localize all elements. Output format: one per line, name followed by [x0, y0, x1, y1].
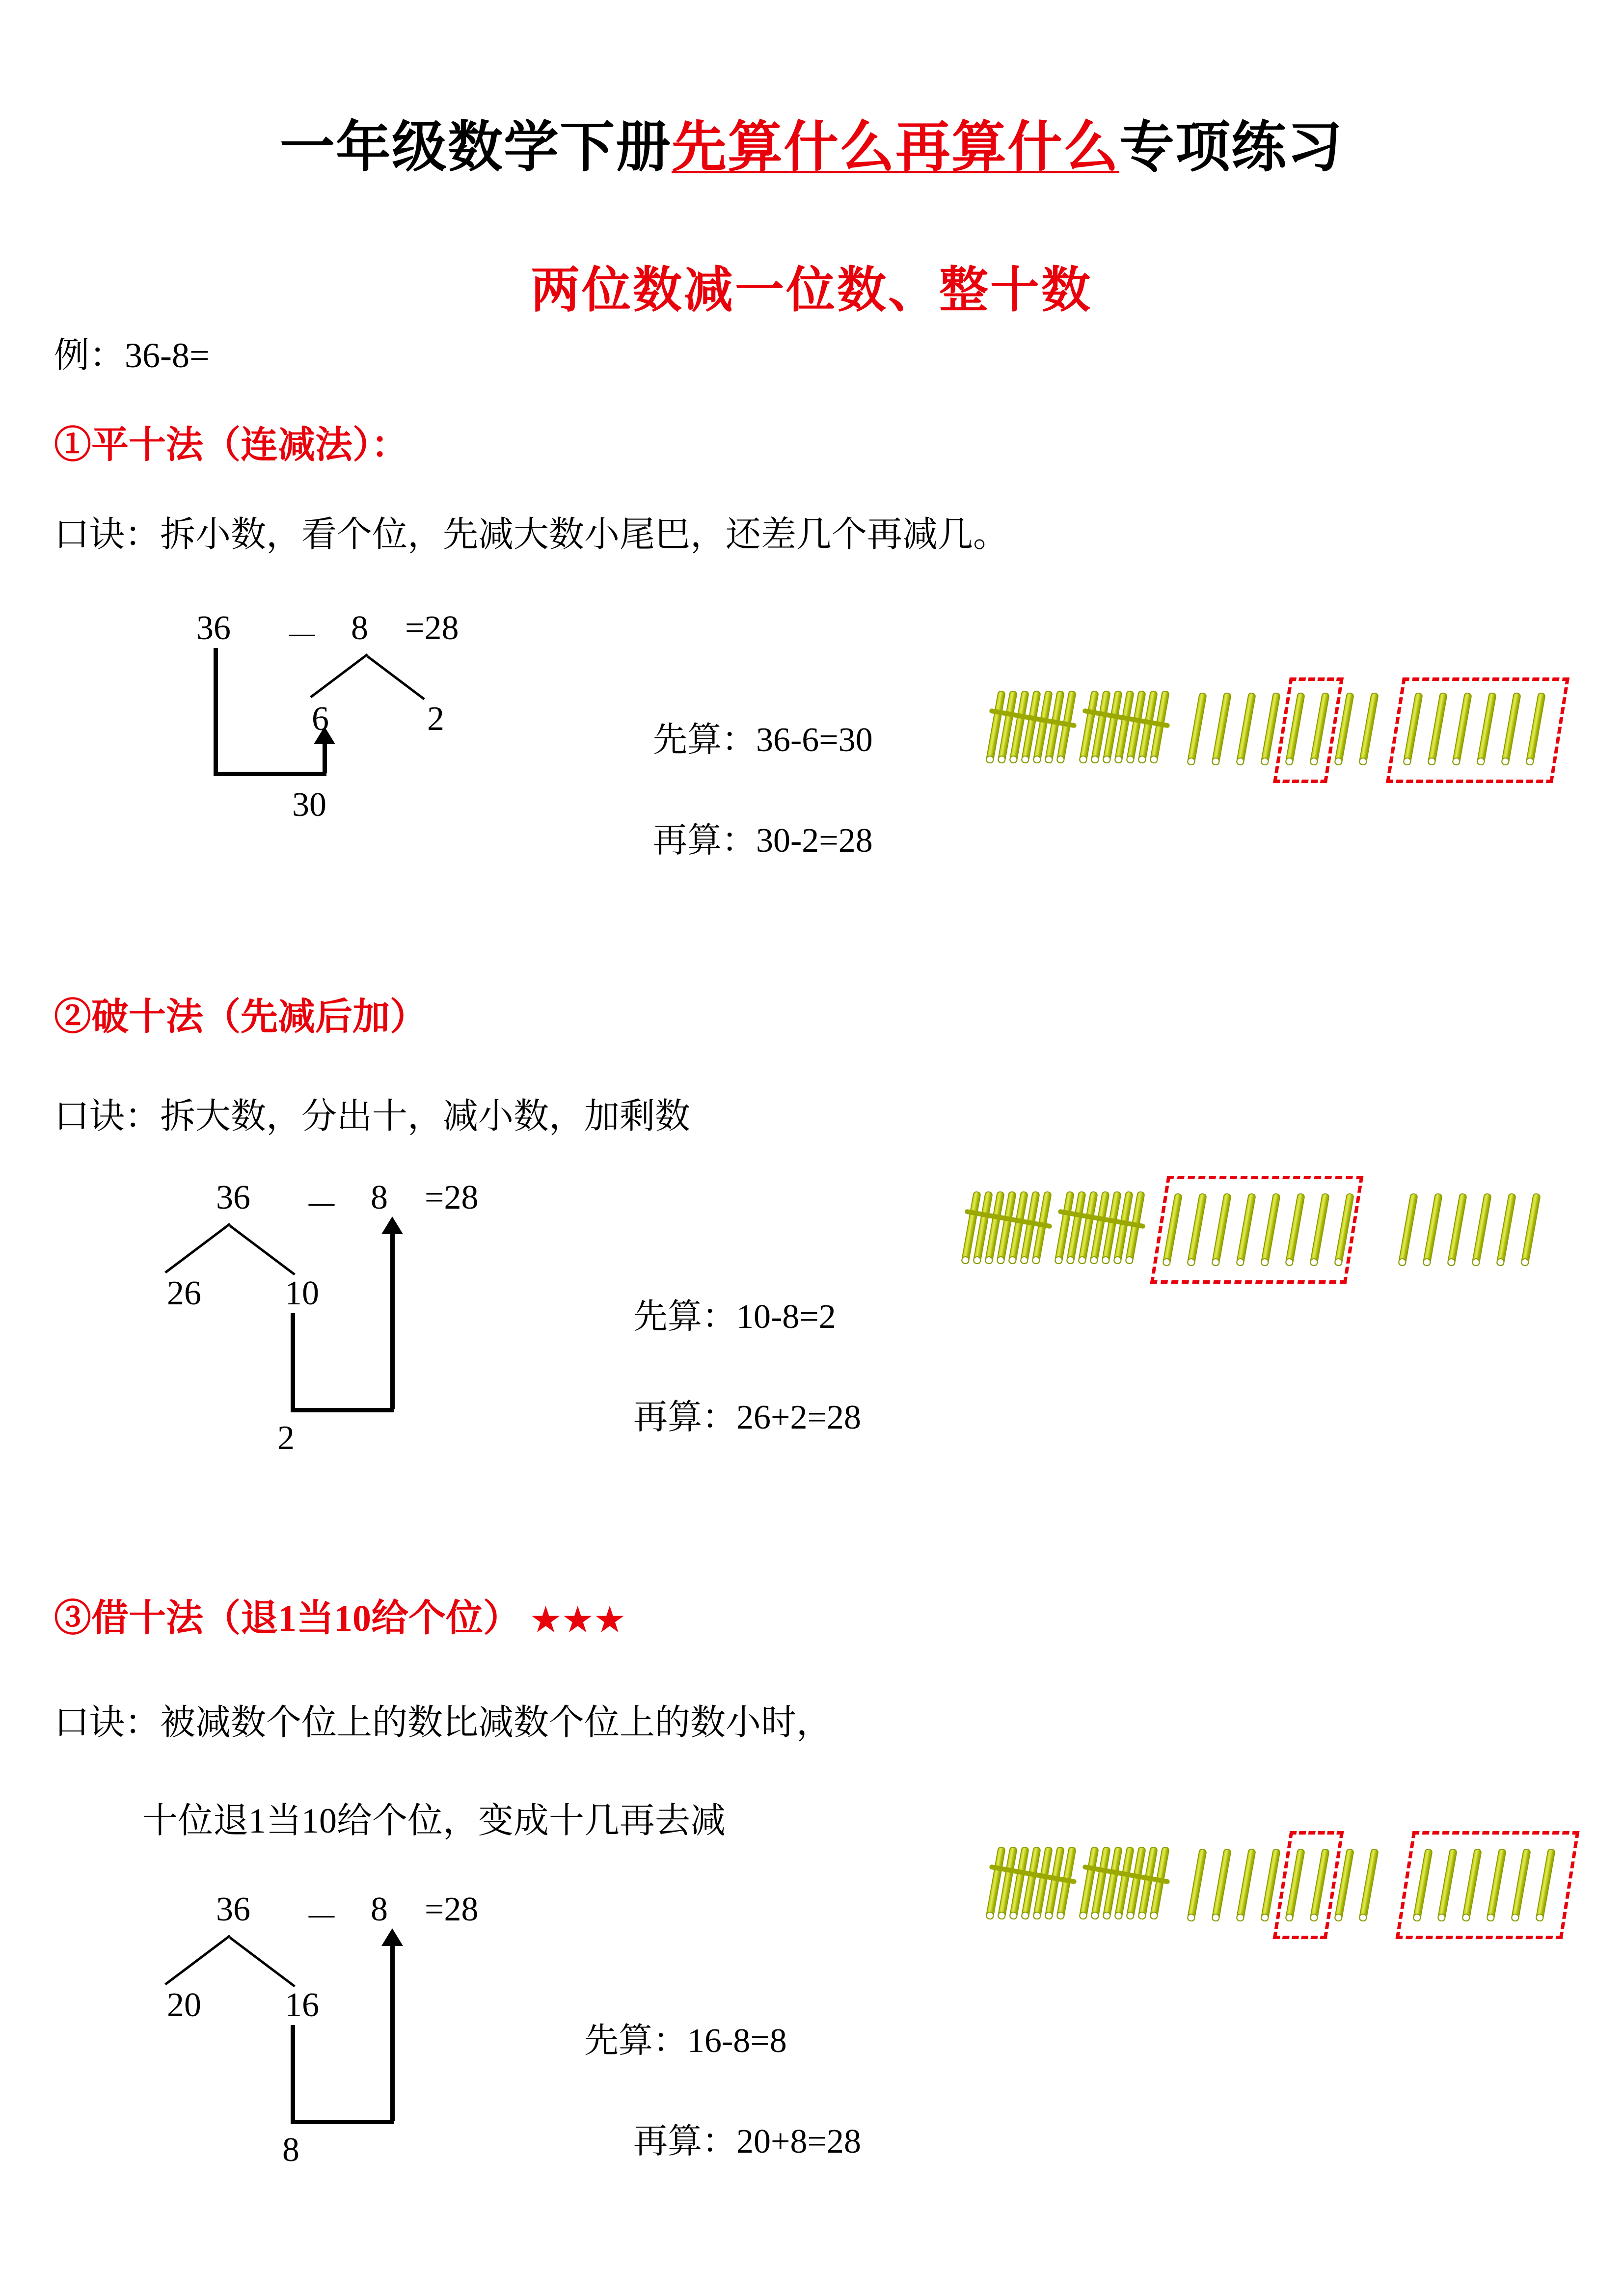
tree1-minus-sign: － — [285, 618, 319, 656]
section-3-heading-text: ③借十法（退1当10给个位） — [54, 1598, 520, 1639]
tree3-subtrahend: 8 — [371, 1891, 388, 1928]
tree1-equals: =28 — [405, 609, 459, 647]
tree2-left-part: 26 — [167, 1274, 201, 1312]
title-highlight: 先算什么再算什么 — [672, 117, 1119, 178]
tree3-branch-right — [229, 1937, 296, 1987]
title-post: 专项练习 — [1119, 117, 1343, 178]
tree3-arrow-vertical — [291, 2025, 295, 2123]
section-1-step1: 先算：36-6=30 — [653, 721, 873, 759]
tree2-branch-right — [229, 1225, 296, 1275]
section-2-tree — [167, 1178, 609, 1457]
tree2-arrow-stem — [390, 1232, 395, 1409]
section-1-heading-text: ①平十法（连减法）： — [54, 425, 408, 466]
section-3-formula2: 十位退1当10给个位，变成十几再去减 — [142, 1801, 726, 1840]
section-2-formula: 口诀：拆大数，分出十，减小数，加剩数 — [54, 1097, 691, 1136]
tree1-arrow-head — [314, 727, 335, 744]
tree2-minuend: 36 — [216, 1179, 250, 1216]
section-3-heading — [54, 1588, 627, 1642]
tree2-arrow-head — [381, 1216, 403, 1234]
tree3-branch-left — [164, 1935, 231, 1985]
section-1-heading — [54, 415, 408, 468]
tree3-right-part: 16 — [285, 1986, 319, 2024]
section-3-stars: ★★★ — [531, 1602, 627, 1638]
tree1-subtrahend: 8 — [351, 609, 368, 647]
section-1-dashed-box-2 — [1386, 677, 1569, 783]
section-3-step2: 再算：20+8=28 — [633, 2123, 861, 2161]
tree1-result: 30 — [292, 786, 326, 824]
section-3-formula: 口诀：被减数个位上的数比减数个位上的数小时， — [54, 1703, 832, 1742]
section-2-heading — [54, 987, 427, 1040]
section-1-dashed-box-1 — [1273, 677, 1344, 783]
section-3-sticks-illustration — [987, 1843, 1566, 1956]
section-3-dashed-box-1 — [1273, 1831, 1344, 1939]
tree3-left-part: 20 — [167, 1986, 201, 2024]
tree3-result: 8 — [282, 2131, 299, 2169]
tree1-right-part: 2 — [427, 700, 444, 738]
section-2-sticks-illustration — [962, 1188, 1566, 1301]
tree2-equals: =28 — [425, 1179, 479, 1216]
section-2-step2: 再算：26+2=28 — [633, 1399, 861, 1436]
section-1-formula: 口诀：拆小数，看个位，先减大数小尾巴，还差几个再减几。 — [54, 515, 1009, 554]
tree3-equals: =28 — [425, 1891, 479, 1928]
tree1-branch-left — [310, 653, 368, 698]
tree1-branch-right — [367, 655, 425, 700]
section-2-heading-text: ②破十法（先减后加） — [54, 997, 427, 1038]
tree2-minus-sign: － — [304, 1188, 339, 1225]
tree3-arrow-stem — [390, 1944, 395, 2121]
example-expression: 例：36-8= — [54, 336, 210, 375]
section-3-dashed-box-2 — [1396, 1831, 1580, 1939]
tree2-result: 2 — [277, 1419, 295, 1457]
section-1-tree — [187, 609, 628, 854]
section-2-dashed-box — [1150, 1176, 1364, 1284]
section-3-tree — [167, 1890, 609, 2169]
tree1-arrow-vertical — [214, 648, 218, 776]
section-3-step1: 先算：16-8=8 — [584, 2022, 787, 2060]
tree2-right-part: 10 — [285, 1274, 319, 1312]
tree2-branch-left — [164, 1223, 231, 1273]
tree3-minuend: 36 — [216, 1891, 250, 1928]
page-subtitle: 两位数减一位数、整十数 — [531, 263, 1092, 318]
tree2-arrow-horizontal — [291, 1408, 394, 1412]
title-pre: 一年级数学下册 — [280, 117, 672, 178]
section-1-step2: 再算：30-2=28 — [653, 822, 873, 860]
tree1-arrow-stem — [323, 744, 327, 773]
tree2-subtrahend: 8 — [371, 1179, 388, 1216]
section-2-step1: 先算：10-8=2 — [633, 1298, 836, 1336]
section-1-sticks-illustration — [987, 687, 1566, 800]
page-title-line1 — [0, 103, 1623, 182]
tree1-minuend: 36 — [196, 609, 231, 647]
tree3-minus-sign: － — [304, 1899, 339, 1937]
tree3-arrow-horizontal — [291, 2120, 394, 2124]
tree2-arrow-vertical — [291, 1313, 295, 1411]
tree1-arrow-horizontal — [214, 772, 326, 776]
tree1-left-part: 6 — [312, 700, 329, 738]
tree3-arrow-head — [381, 1928, 403, 1946]
